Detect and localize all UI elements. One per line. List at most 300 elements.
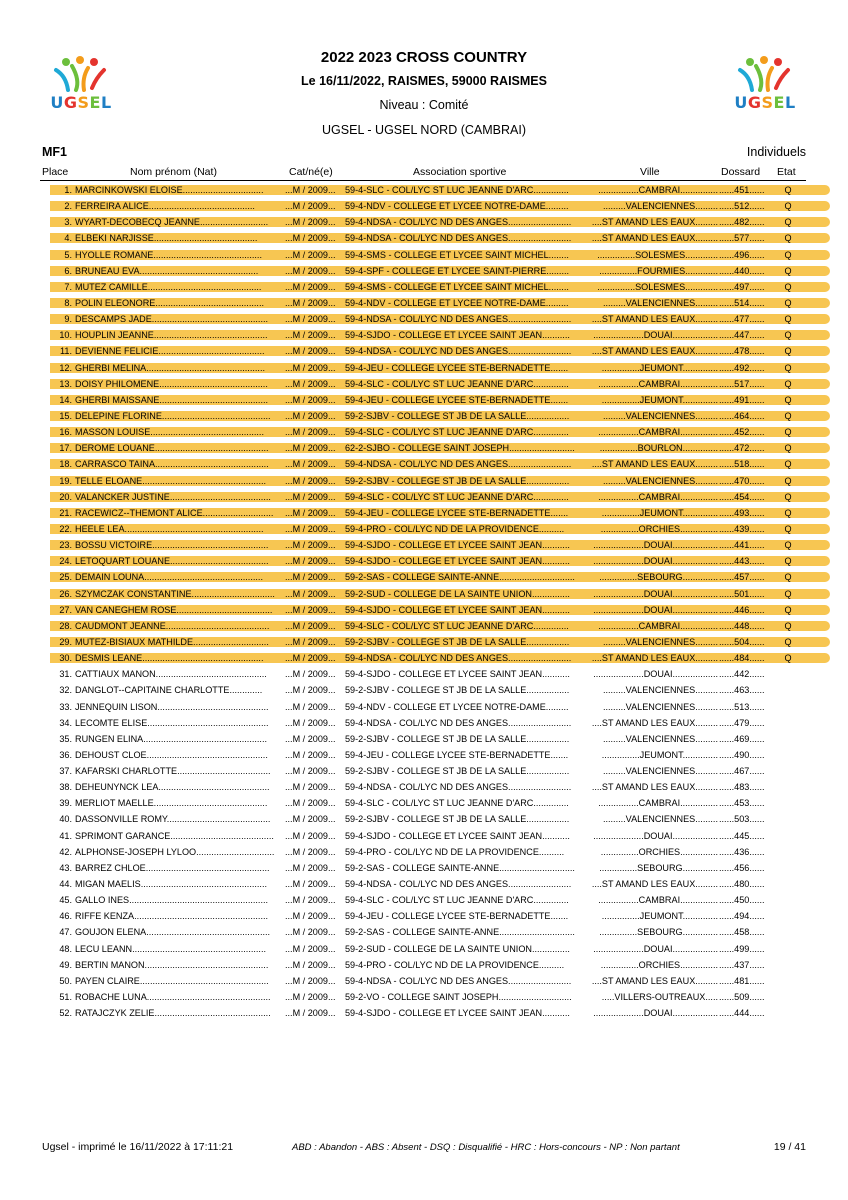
place-cell: 37. (59, 766, 72, 777)
bib-cell: ......493...... (719, 507, 765, 518)
association-cell: 59-4-SLC - COL/LYC ST LUC JEANNE D'ARC.............. (345, 185, 569, 195)
name-cell: FERREIRA ALICE.......................................... (75, 201, 255, 212)
name-cell: MUTEZ CAMILLE............................................. (75, 281, 262, 292)
association-cell: 59-4-NDSA - COL/LYC ND DES ANGES......................... (345, 653, 572, 664)
bib-cell: ......453...... (719, 798, 765, 809)
table-row (0, 892, 848, 908)
bib-cell: ......445...... (719, 830, 765, 841)
status-cell: Q (784, 636, 792, 647)
association-cell: 59-2-SJBV - COLLEGE ST JB DE LA SALLE................. (345, 475, 570, 486)
table-row (0, 263, 848, 279)
place-cell: 45. (59, 895, 72, 906)
city-cell: .........VALENCIENNES......... (602, 685, 718, 696)
results-table (0, 182, 848, 1021)
association-cell: 59-2-VO - COLLEGE SAINT JOSEPH............................. (345, 992, 572, 1003)
col-etat: Etat (777, 166, 796, 178)
name-cell: BOSSU VICTOIRE.............................................. (75, 540, 269, 551)
table-row (0, 682, 848, 698)
association-cell: 59-2-SAS - COLLEGE SAINTE-ANNE.............................. (345, 862, 575, 873)
place-cell: 11. (60, 346, 72, 357)
category-cell: ...M / 2009... (285, 265, 336, 276)
status-cell: Q (784, 394, 792, 405)
association-cell: 59-2-SJBV - COLLEGE ST JB DE LA SALLE................. (345, 733, 570, 744)
association-cell: 59-4-PRO - COL/LYC ND DE LA PROVIDENCE.......... (345, 959, 565, 970)
place-cell: 35. (59, 733, 72, 744)
city-cell: ....................DOUAI.................. (593, 588, 718, 599)
association-cell: 59-2-SUD - COLLEGE DE LA SAINTE UNION............... (345, 588, 570, 599)
name-cell: GALLO INES....................................................... (75, 895, 269, 906)
category-cell: ...M / 2009... (285, 427, 336, 438)
place-cell: 48. (59, 943, 72, 954)
category-cell: ...M / 2009... (285, 540, 336, 551)
status-cell: Q (784, 217, 792, 228)
place-cell: 18. (59, 459, 72, 470)
association-cell: 59-4-SLC - COL/LYC ST LUC JEANNE D'ARC.............. (345, 491, 569, 502)
city-cell: .........VALENCIENNES......... (602, 814, 718, 825)
city-cell: ...............ORCHIES............... (600, 959, 718, 970)
status-cell: Q (784, 233, 792, 244)
table-row (0, 779, 848, 795)
bib-cell: ......437...... (719, 959, 765, 970)
name-cell: DESMIS LEANE................................................ (75, 653, 264, 664)
city-cell: ....................DOUAI.................. (593, 604, 718, 615)
city-cell: ...............BOURLON.............. (599, 443, 718, 454)
city-cell: .........VALENCIENNES......... (602, 410, 718, 421)
category-cell: ...M / 2009... (285, 1008, 336, 1019)
name-cell: MERLIOT MAELLE............................................. (75, 798, 268, 809)
city-cell: ...............ORCHIES............... (600, 846, 718, 857)
name-cell: BARREZ CHLOE................................................. (75, 862, 270, 873)
organisation-label: UGSEL - UGSEL NORD (CAMBRAI) (322, 123, 526, 137)
category-cell: ...M / 2009... (285, 749, 336, 760)
place-cell: 28. (59, 620, 72, 631)
col-cat: Cat/né(e) (289, 166, 333, 178)
category-cell: ...M / 2009... (285, 410, 336, 421)
name-cell: RUNGEN ELINA................................................. (75, 733, 268, 744)
category-cell: ...M / 2009... (285, 992, 336, 1003)
association-cell: 59-2-SAS - COLLEGE SAINTE-ANNE.............................. (345, 572, 575, 583)
city-cell: .........VALENCIENNES......... (602, 475, 718, 486)
table-row (0, 311, 848, 327)
name-cell: HYOLLE ROMANE........................................... (75, 249, 262, 260)
city-cell: ....ST AMAND LES EAUX......... (591, 653, 718, 664)
bib-cell: ......492...... (719, 362, 765, 373)
place-cell: 51. (59, 992, 72, 1003)
city-cell: ....ST AMAND LES EAUX......... (591, 717, 718, 728)
association-cell: 59-4-SPF - COLLEGE ET LYCEE SAINT-PIERRE......... (345, 265, 570, 276)
place-cell: 15. (59, 410, 72, 421)
name-cell: DANGLOT--CAPITAINE CHARLOTTE............. (75, 685, 263, 696)
category-cell: ...M / 2009... (285, 523, 336, 534)
table-row (0, 828, 848, 844)
bib-cell: ......490...... (719, 749, 765, 760)
table-row (0, 279, 848, 295)
association-cell: 59-2-SJBV - COLLEGE ST JB DE LA SALLE................. (345, 685, 570, 696)
category-cell: ...M / 2009... (285, 588, 336, 599)
place-cell: 8. (64, 297, 72, 308)
place-cell: 43. (59, 862, 72, 873)
category-cell: ...M / 2009... (285, 717, 336, 728)
city-cell: ....ST AMAND LES EAUX......... (591, 782, 718, 793)
status-cell: Q (784, 523, 792, 534)
category-cell: ...M / 2009... (285, 556, 336, 567)
category-cell: ...M / 2009... (285, 249, 336, 260)
name-cell: HOUPLIN JEANNE............................................. (75, 330, 268, 341)
bib-cell: ......448...... (719, 620, 765, 631)
table-row (0, 408, 848, 424)
bib-cell: ......472...... (719, 443, 765, 454)
bib-cell: ......441...... (719, 540, 765, 551)
table-row (0, 973, 848, 989)
status-legend: ABD : Abandon - ABS : Absent - DSQ : Disqualifié - HRC : Hors-concours - NP : Non partant (292, 1142, 680, 1153)
place-cell: 38. (59, 782, 72, 793)
bib-cell: ......482...... (719, 217, 765, 228)
logo-wordmark: UGSEL (50, 93, 112, 112)
bib-cell: ......518...... (719, 459, 765, 470)
association-cell: 59-4-SMS - COLLEGE ET LYCEE SAINT MICHEL........ (345, 249, 569, 260)
name-cell: HEELE LEA....................................................... (75, 523, 264, 534)
association-cell: 59-4-JEU - COLLEGE LYCEE STE-BERNADETTE....... (345, 749, 569, 760)
category-cell: ...M / 2009... (285, 330, 336, 341)
status-cell: Q (784, 475, 792, 486)
place-cell: 33. (59, 701, 72, 712)
city-cell: ................CAMBRAI............... (598, 427, 718, 438)
event-date-place: Le 16/11/2022, RAISMES, 59000 RAISMES (301, 74, 547, 88)
association-cell: 59-4-PRO - COL/LYC ND DE LA PROVIDENCE.......... (345, 846, 565, 857)
name-cell: VALANCKER JUSTINE........................................ (75, 491, 271, 502)
place-cell: 17. (59, 443, 72, 454)
category-cell: ...M / 2009... (285, 911, 336, 922)
name-cell: DEHOUST CLOE................................................ (75, 749, 268, 760)
status-cell: Q (784, 540, 792, 551)
mode-label: Individuels (746, 145, 806, 159)
table-row (0, 811, 848, 827)
place-cell: 13. (59, 378, 72, 389)
city-cell: ....................DOUAI.................. (593, 540, 718, 551)
category-cell: ...M / 2009... (285, 798, 336, 809)
category-cell: ...M / 2009... (285, 733, 336, 744)
name-cell: MIGAN MAELIS.................................................. (75, 879, 268, 890)
bib-cell: ......464...... (719, 410, 765, 421)
bib-cell: ......469...... (719, 733, 765, 744)
place-cell: 50. (59, 975, 72, 986)
category-cell: ...M / 2009... (285, 297, 336, 308)
category-cell: ...M / 2009... (285, 701, 336, 712)
association-cell: 62-2-SJBO - COLLEGE SAINT JOSEPH.......................... (345, 443, 575, 454)
place-cell: 22. (59, 523, 72, 534)
city-cell: ...............JEUMONT.............. (601, 394, 718, 405)
status-cell: Q (784, 265, 792, 276)
city-cell: .........VALENCIENNES......... (602, 201, 718, 212)
table-row (0, 521, 848, 537)
category-cell: ...M / 2009... (285, 636, 336, 647)
table-row (0, 650, 848, 666)
category-cell: ...M / 2009... (285, 507, 336, 518)
table-row (0, 473, 848, 489)
city-cell: ....................DOUAI.................. (593, 943, 718, 954)
status-cell: Q (784, 588, 792, 599)
category-cell: ...M / 2009... (285, 185, 336, 195)
category-cell: ...M / 2009... (285, 653, 336, 664)
name-cell: MUTEZ-BISIAUX MATHILDE.............................. (75, 636, 269, 647)
bib-cell: ......509...... (719, 992, 765, 1003)
name-cell: CARRASCO TAINA............................................. (75, 459, 269, 470)
name-cell: GHERBI MAISSANE........................................... (75, 394, 269, 405)
status-cell: Q (784, 459, 792, 470)
bib-cell: ......467...... (719, 766, 765, 777)
name-cell: POLIN ELEONORE........................................... (75, 297, 264, 308)
association-cell: 59-4-JEU - COLLEGE LYCEE STE-BERNADETTE....... (345, 362, 569, 373)
name-cell: VAN CANEGHEM ROSE...................................... (75, 604, 273, 615)
association-cell: 59-4-NDSA - COL/LYC ND DES ANGES......................... (345, 217, 572, 228)
bib-cell: ......480...... (719, 879, 765, 890)
bib-cell: ......479...... (719, 717, 765, 728)
status-cell: Q (784, 297, 792, 308)
place-cell: 10. (59, 330, 72, 341)
name-cell: SPRIMONT GARANCE......................................... (75, 830, 274, 841)
category-cell: ...M / 2009... (285, 895, 336, 906)
place-cell: 44. (59, 879, 72, 890)
bib-cell: ......442...... (719, 669, 765, 680)
association-cell: 59-4-JEU - COLLEGE LYCEE STE-BERNADETTE....... (345, 911, 569, 922)
category-cell: ...M / 2009... (285, 782, 336, 793)
city-cell: ...............ORCHIES............... (600, 523, 718, 534)
category-cell: ...M / 2009... (285, 459, 336, 470)
category-cell: ...M / 2009... (285, 814, 336, 825)
category-cell: ...M / 2009... (285, 862, 336, 873)
city-cell: ...............FOURMIES............. (599, 265, 718, 276)
category-cell: ...M / 2009... (285, 604, 336, 615)
level-label: Niveau : Comité (379, 98, 469, 112)
bib-cell: ......481...... (719, 975, 765, 986)
category-cell: ...M / 2009... (285, 975, 336, 986)
city-cell: ................CAMBRAI............... (598, 378, 718, 389)
bib-cell: ......436...... (719, 846, 765, 857)
place-cell: 36. (59, 749, 72, 760)
table-row (0, 456, 848, 472)
status-cell: Q (784, 330, 792, 341)
bib-cell: ......504...... (719, 636, 765, 647)
table-row (0, 699, 848, 715)
page-title: 2022 2023 CROSS COUNTRY (320, 49, 528, 66)
bib-cell: ......484...... (719, 653, 765, 664)
category-cell: ...M / 2009... (285, 620, 336, 631)
bib-cell: ......440...... (719, 265, 765, 276)
place-cell: 16. (59, 427, 72, 438)
city-cell: ....................DOUAI.................. (593, 556, 718, 567)
place-cell: 32. (59, 685, 72, 696)
name-cell: ROBACHE LUNA................................................. (75, 992, 271, 1003)
place-cell: 47. (59, 927, 72, 938)
bib-cell: ......512...... (719, 201, 765, 212)
association-cell: 59-4-JEU - COLLEGE LYCEE STE-BERNADETTE....... (345, 394, 569, 405)
table-row (0, 295, 848, 311)
association-cell: 59-4-SJDO - COLLEGE ET LYCEE SAINT JEAN........... (345, 1008, 570, 1019)
table-row (0, 876, 848, 892)
city-cell: ...............SOLESMES............. (597, 249, 718, 260)
name-cell: DESCAMPS JADE.............................................. (75, 314, 269, 325)
table-row (0, 941, 848, 957)
bib-cell: ......439...... (719, 523, 765, 534)
place-cell: 40. (59, 814, 72, 825)
status-cell: Q (784, 362, 792, 373)
name-cell: BRUNEAU EVA............................................... (75, 265, 259, 276)
association-cell: 59-4-SJDO - COLLEGE ET LYCEE SAINT JEAN........... (345, 604, 570, 615)
table-row (0, 424, 848, 440)
association-cell: 59-4-NDSA - COL/LYC ND DES ANGES......................... (345, 879, 572, 890)
name-cell: CAUDMONT JEANNE......................................... (75, 620, 270, 631)
bib-cell: ......496...... (719, 249, 765, 260)
table-row (0, 569, 848, 585)
table-row (0, 602, 848, 618)
association-cell: 59-4-SLC - COL/LYC ST LUC JEANNE D'ARC.............. (345, 427, 569, 438)
table-row (0, 489, 848, 505)
city-cell: ....................DOUAI.................. (593, 669, 718, 680)
place-cell: 25. (59, 572, 72, 583)
city-cell: ...............SEBOURG.............. (599, 862, 718, 873)
status-cell: Q (784, 653, 792, 664)
city-cell: ................CAMBRAI............... (598, 895, 718, 906)
place-cell: 6. (64, 265, 72, 276)
status-cell: Q (784, 507, 792, 518)
table-row (0, 440, 848, 456)
category-cell: ...M / 2009... (285, 217, 336, 228)
status-cell: Q (784, 620, 792, 631)
bib-cell: ......491...... (719, 394, 765, 405)
city-cell: ....................DOUAI.................. (593, 330, 718, 341)
table-row (0, 634, 848, 650)
category-cell: ...M / 2009... (285, 669, 336, 680)
place-cell: 39. (59, 798, 72, 809)
table-row (0, 844, 848, 860)
city-cell: .........VALENCIENNES......... (602, 733, 718, 744)
city-cell: ...............JEUMONT.............. (601, 749, 718, 760)
table-row (0, 795, 848, 811)
bib-cell: ......450...... (719, 895, 765, 906)
table-row (0, 747, 848, 763)
bib-cell: ......577...... (719, 233, 765, 244)
status-cell: Q (784, 491, 792, 502)
category-cell: ...M / 2009... (285, 927, 336, 938)
place-cell: 14. (59, 394, 72, 405)
association-cell: 59-4-SJDO - COLLEGE ET LYCEE SAINT JEAN........... (345, 669, 570, 680)
bib-cell: ......494...... (719, 911, 765, 922)
col-dossard: Dossard (721, 166, 761, 178)
name-cell: BERTIN MANON................................................. (75, 959, 269, 970)
col-ville: Ville (640, 166, 660, 178)
name-cell: DASSONVILLE ROMY......................................... (75, 814, 271, 825)
name-cell: DEVIENNE FELICIE.......................................... (75, 346, 265, 357)
category-cell: ...M / 2009... (285, 766, 336, 777)
bib-cell: ......452...... (719, 427, 765, 438)
bib-cell: ......456...... (719, 862, 765, 873)
name-cell: TELLE ELOANE................................................. (75, 475, 267, 486)
status-cell: Q (784, 604, 792, 615)
city-cell: ....ST AMAND LES EAUX......... (591, 346, 718, 357)
place-cell: 31. (59, 669, 72, 680)
place-cell: 41. (59, 830, 72, 841)
category-cell: ...M / 2009... (285, 378, 336, 389)
status-cell: Q (784, 281, 792, 292)
status-cell: Q (784, 572, 792, 583)
col-assoc: Association sportive (413, 166, 507, 178)
category-cell: ...M / 2009... (285, 346, 336, 357)
bib-cell: ......443...... (719, 556, 765, 567)
place-cell: 2. (64, 201, 72, 212)
city-cell: .........VALENCIENNES......... (602, 636, 718, 647)
place-cell: 29. (59, 636, 72, 647)
table-row (0, 1005, 848, 1021)
city-cell: ................CAMBRAI............... (598, 185, 718, 195)
category-cell: ...M / 2009... (285, 959, 336, 970)
category-cell: ...M / 2009... (285, 394, 336, 405)
table-row (0, 198, 848, 214)
association-cell: 59-4-PRO - COL/LYC ND DE LA PROVIDENCE.......... (345, 523, 565, 534)
name-cell: PAYEN CLAIRE................................................... (75, 975, 269, 986)
bib-cell: ......454...... (719, 491, 765, 502)
table-row (0, 182, 848, 198)
city-cell: ...............JEUMONT.............. (601, 911, 718, 922)
name-cell: ALPHONSE-JOSEPH LYLOO............................... (75, 846, 275, 857)
category-cell: ...M / 2009... (285, 685, 336, 696)
bib-cell: ......451...... (719, 185, 765, 195)
category-cell: ...M / 2009... (285, 362, 336, 373)
table-row (0, 505, 848, 521)
place-cell: 3. (64, 217, 72, 228)
table-row (0, 376, 848, 392)
association-cell: 59-4-SJDO - COLLEGE ET LYCEE SAINT JEAN........... (345, 830, 570, 841)
bib-cell: ......457...... (719, 572, 765, 583)
table-row (0, 214, 848, 230)
association-cell: 59-4-SJDO - COLLEGE ET LYCEE SAINT JEAN........... (345, 556, 570, 567)
name-cell: CATTIAUX MANON............................................ (75, 669, 267, 680)
association-cell: 59-2-SUD - COLLEGE DE LA SAINTE UNION............... (345, 943, 570, 954)
col-name: Nom prénom (Nat) (130, 166, 217, 178)
association-cell: 59-4-NDSA - COL/LYC ND DES ANGES......................... (345, 346, 572, 357)
name-cell: RATAJCZYK ZELIE.............................................. (75, 1008, 271, 1019)
place-cell: 19. (59, 475, 72, 486)
name-cell: DOISY PHILOMENE........................................... (75, 378, 268, 389)
city-cell: ................CAMBRAI............... (598, 798, 718, 809)
page-number: 19 / 41 (773, 1141, 806, 1153)
table-row (0, 537, 848, 553)
table-row (0, 343, 848, 359)
logo-wordmark: UGSEL (734, 93, 796, 112)
table-row (0, 247, 848, 263)
association-cell: 59-4-NDSA - COL/LYC ND DES ANGES......................... (345, 233, 572, 244)
association-cell: 59-4-SMS - COLLEGE ET LYCEE SAINT MICHEL........ (345, 281, 569, 292)
name-cell: DEHEUNYNCK LEA............................................ (75, 782, 270, 793)
name-cell: LETOQUART LOUANE....................................... (75, 556, 269, 567)
table-row (0, 553, 848, 569)
table-row (0, 989, 848, 1005)
status-cell: Q (784, 185, 792, 195)
association-cell: 59-4-NDSA - COL/LYC ND DES ANGES......................... (345, 717, 572, 728)
city-cell: ....ST AMAND LES EAUX......... (591, 879, 718, 890)
name-cell: LECU LEANN..................................................... (75, 943, 267, 954)
category-cell: ...M / 2009... (285, 281, 336, 292)
table-row (0, 327, 848, 343)
name-cell: MARCINKOWSKI ELOISE................................ (75, 185, 264, 195)
bib-cell: ......463...... (719, 685, 765, 696)
status-cell: Q (784, 410, 792, 421)
place-cell: 34. (59, 717, 72, 728)
name-cell: GHERBI MELINA............................................... (75, 362, 265, 373)
association-cell: 59-4-JEU - COLLEGE LYCEE STE-BERNADETTE....... (345, 507, 569, 518)
status-cell: Q (784, 314, 792, 325)
place-cell: 46. (59, 911, 72, 922)
place-cell: 49. (59, 959, 72, 970)
